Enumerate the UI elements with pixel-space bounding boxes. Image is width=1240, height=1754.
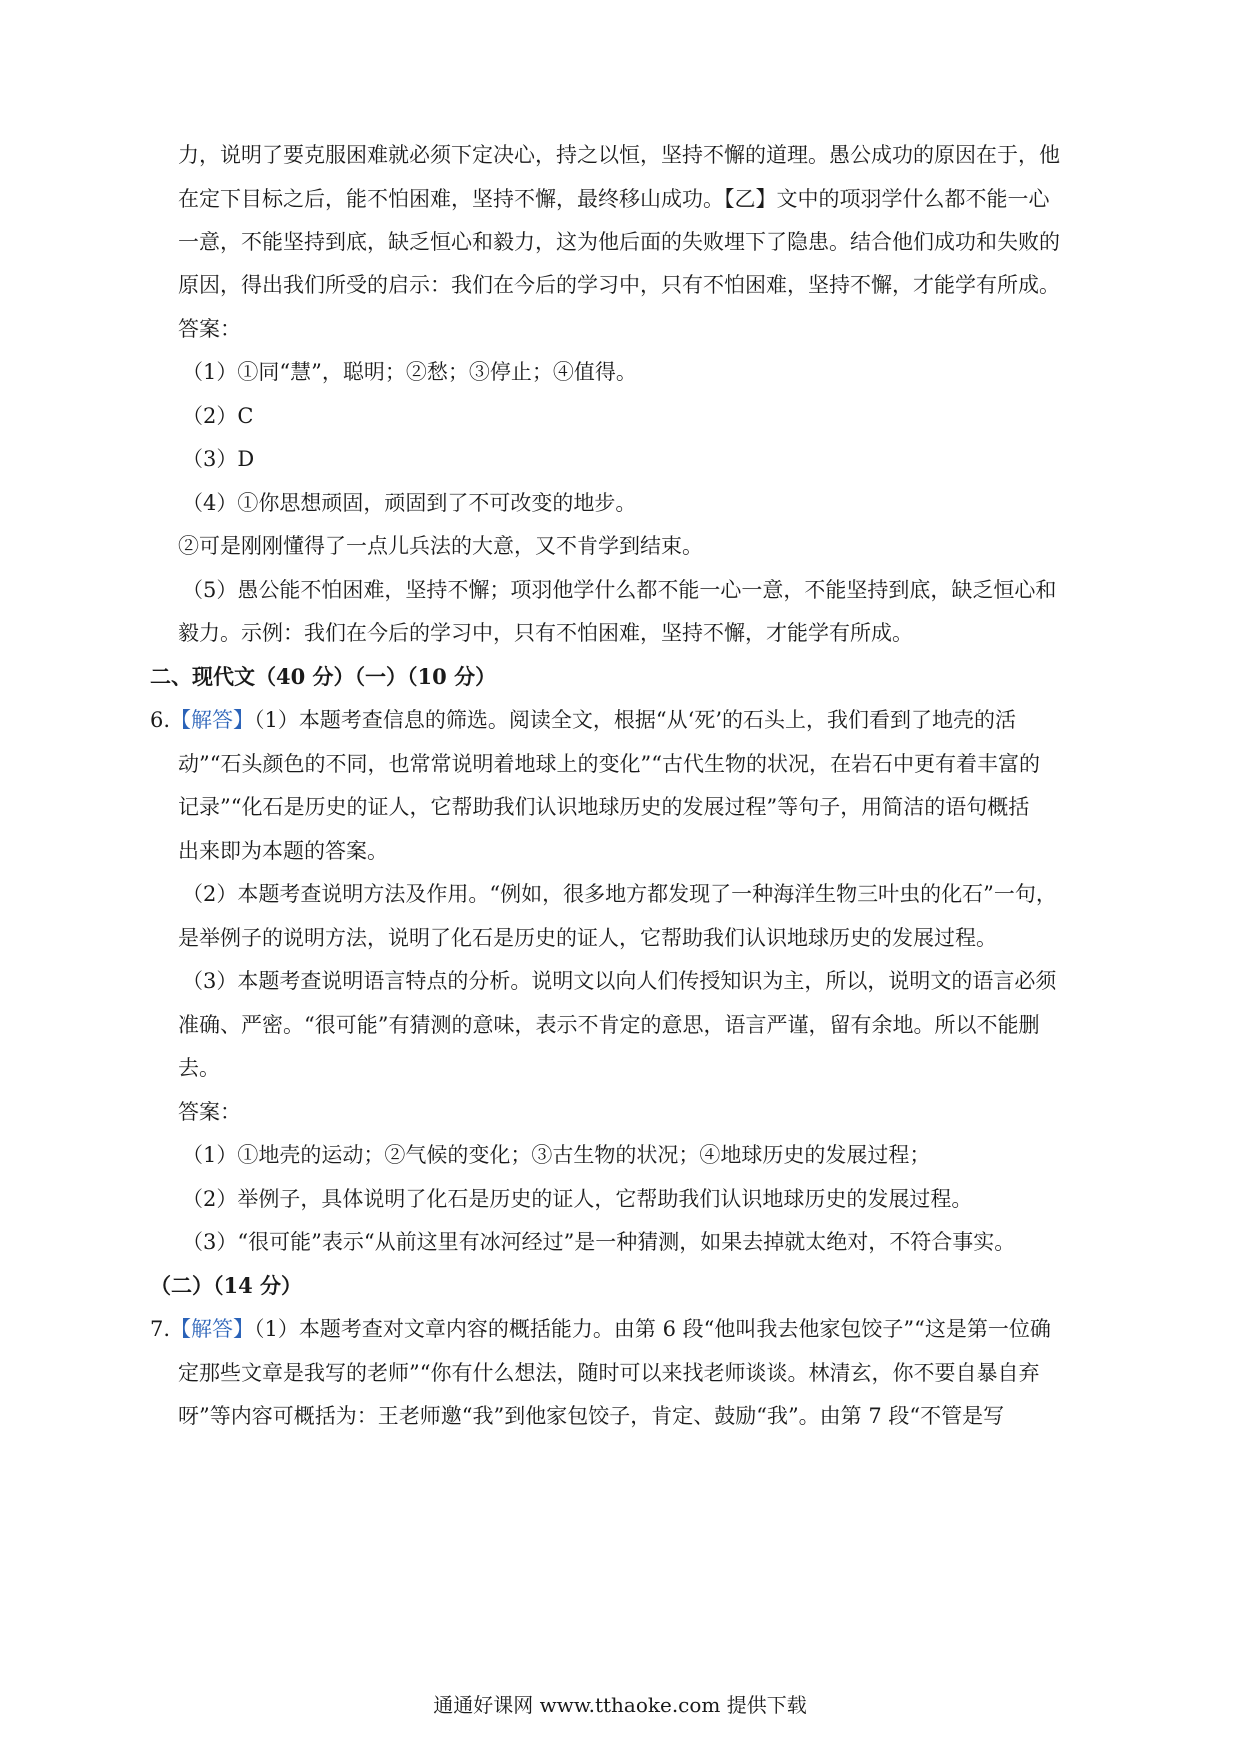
- text-line: 力，说明了要克服困难就必须下定决心，持之以恒，坚持不懈的道理。愚公成功的原因在于，他: [178, 143, 1060, 167]
- text-line: 动”“石头颜色的不同，也常常说明着地球上的变化”“古代生物的状况，在岩石中更有着丰富的: [178, 752, 1040, 776]
- text-line: （2）本题考查说明方法及作用。“例如，很多地方都发现了一种海洋生物三叶虫的化石”一句，: [182, 882, 1057, 906]
- answer-line: （2）举例子，具体说明了化石是历史的证人，它帮助我们认识地球历史的发展过程。: [182, 1187, 973, 1211]
- answer-line: （1）①地壳的运动；②气候的变化；③古生物的状况；④地球历史的发展过程；: [182, 1143, 931, 1167]
- question-7-first-line: [150, 1314, 1051, 1344]
- text-line: 原因，得出我们所受的启示：我们在今后的学习中，只有不怕困难，坚持不懈，才能学有所成。: [178, 273, 1060, 297]
- question-text: （1）本题考查对文章内容的概括能力。由第 6 段“他叫我去他家包饺子”“这是第一位确: [254, 1317, 1051, 1341]
- answer-line: 毅力。示例：我们在今后的学习中，只有不怕困难，坚持不懈，才能学有所成。: [178, 621, 913, 645]
- text-line: 呀”等内容可概括为：王老师邀“我”到他家包饺子，肯定、鼓励“我”。由第 7 段“不管是写: [178, 1404, 1005, 1428]
- text-line: 去。: [178, 1056, 220, 1080]
- answer-line: （3）D: [182, 447, 255, 471]
- text-line: 出来即为本题的答案。: [178, 839, 388, 863]
- text-line: 是举例子的说明方法，说明了化石是历史的证人，它帮助我们认识地球历史的发展过程。: [178, 926, 997, 950]
- answer-tag: 【解答】: [170, 708, 255, 732]
- question-number: 6.: [150, 708, 171, 732]
- section-heading: （二）（14 分）: [150, 1273, 303, 1298]
- answer-label: 答案：: [178, 317, 241, 341]
- answer-label: 答案：: [178, 1100, 241, 1124]
- page-footer: 通通好课网 www.tthaoke.com 提供下载: [433, 1693, 807, 1717]
- answer-line: （3）“很可能”表示“从前这里有冰河经过”是一种猜测，如果去掉就太绝对，不符合事实。: [182, 1230, 1016, 1254]
- text-line: 记录”“化石是历史的证人，它帮助我们认识地球历史的发展过程”等句子，用简洁的语句概括: [178, 795, 1030, 819]
- text-line: 准确、严密。“很可能”有猜测的意味，表示不肯定的意思，语言严谨，留有余地。所以不能删: [178, 1013, 1040, 1037]
- answer-line: （5）愚公能不怕困难，坚持不懈；项羽他学什么都不能一心一意，不能坚持到底，缺乏恒心和: [182, 578, 1057, 602]
- answer-line: ②可是刚刚懂得了一点儿兵法的大意，又不肯学到结束。: [178, 534, 703, 558]
- text-line: 定那些文章是我写的老师”“你有什么想法，随时可以来找老师谈谈。林清玄，你不要自暴自弃: [178, 1361, 1040, 1385]
- text-line: 在定下目标之后，能不怕困难，坚持不懈，最终移山成功。【乙】文中的项羽学什么都不能一心: [178, 187, 1050, 211]
- question-text: （1）本题考查信息的筛选。阅读全文，根据“从‘死’的石头上，我们看到了地壳的活: [254, 708, 1016, 732]
- answer-tag: 【解答】: [170, 1317, 255, 1341]
- section-heading: 二、现代文（40 分）（一）（10 分）: [150, 664, 497, 689]
- answer-line: （4）①你思想顽固，顽固到了不可改变的地步。: [182, 491, 637, 515]
- question-6-first-line: [150, 705, 1016, 735]
- answer-line: （2）C: [182, 404, 254, 428]
- text-line: （3）本题考查说明语言特点的分析。说明文以向人们传授知识为主，所以，说明文的语言必须: [182, 969, 1057, 993]
- text-line: 一意，不能坚持到底，缺乏恒心和毅力，这为他后面的失败埋下了隐患。结合他们成功和失败的: [178, 230, 1060, 254]
- answer-line: （1）①同“慧”，聪明；②愁；③停止；④值得。: [182, 360, 637, 384]
- question-number: 7.: [150, 1317, 171, 1341]
